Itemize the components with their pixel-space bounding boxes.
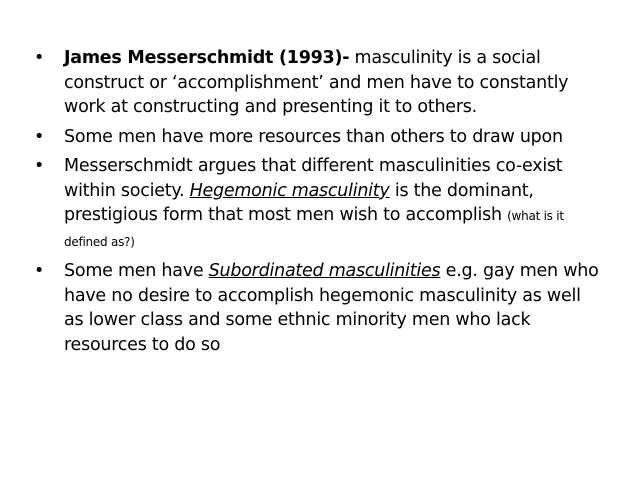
bullet-lead-bold: James Messerschmidt (1993)- — [64, 48, 350, 68]
bullet-text-after: is the dominant, prestigious form that most men wish to accomplish — [64, 180, 534, 225]
bullet-dot-icon: • — [34, 261, 45, 281]
bullet-dot-icon: • — [34, 156, 45, 176]
bullet-small-note: (what is it defined as?) — [64, 209, 564, 249]
bullet-text-before: Some men have — [64, 261, 209, 281]
bullet-item-resources — [34, 125, 604, 150]
bullet-text-before: Messerschmidt argues that different masculinities co-exist within society. — [64, 156, 563, 201]
bullet-text: masculinity is a social construct or ‘accomplishment’ and men have to constantly work at constructing and presenting it to others. — [64, 48, 569, 117]
hegemonic-masculinity-term: Hegemonic masculinity — [189, 180, 390, 201]
bullet-dot-icon: • — [34, 48, 45, 68]
bullet-dot-icon: • — [34, 126, 45, 147]
bullet-item-hegemonic — [34, 154, 604, 254]
subordinated-masculinities-term: Subordinated masculinities — [208, 261, 441, 281]
bullet-list — [34, 46, 604, 362]
bullet-item-messerschmidt-1993 — [34, 46, 604, 120]
bullet-item-subordinated — [34, 259, 604, 357]
bullet-text-after: e.g. gay men who have no desire to accomplish hegemonic masculinity as well as lower class and some ethnic minority men who lack resources to do so — [64, 261, 599, 355]
bullet-text: Some men have more resources than others to draw upon — [64, 126, 563, 147]
